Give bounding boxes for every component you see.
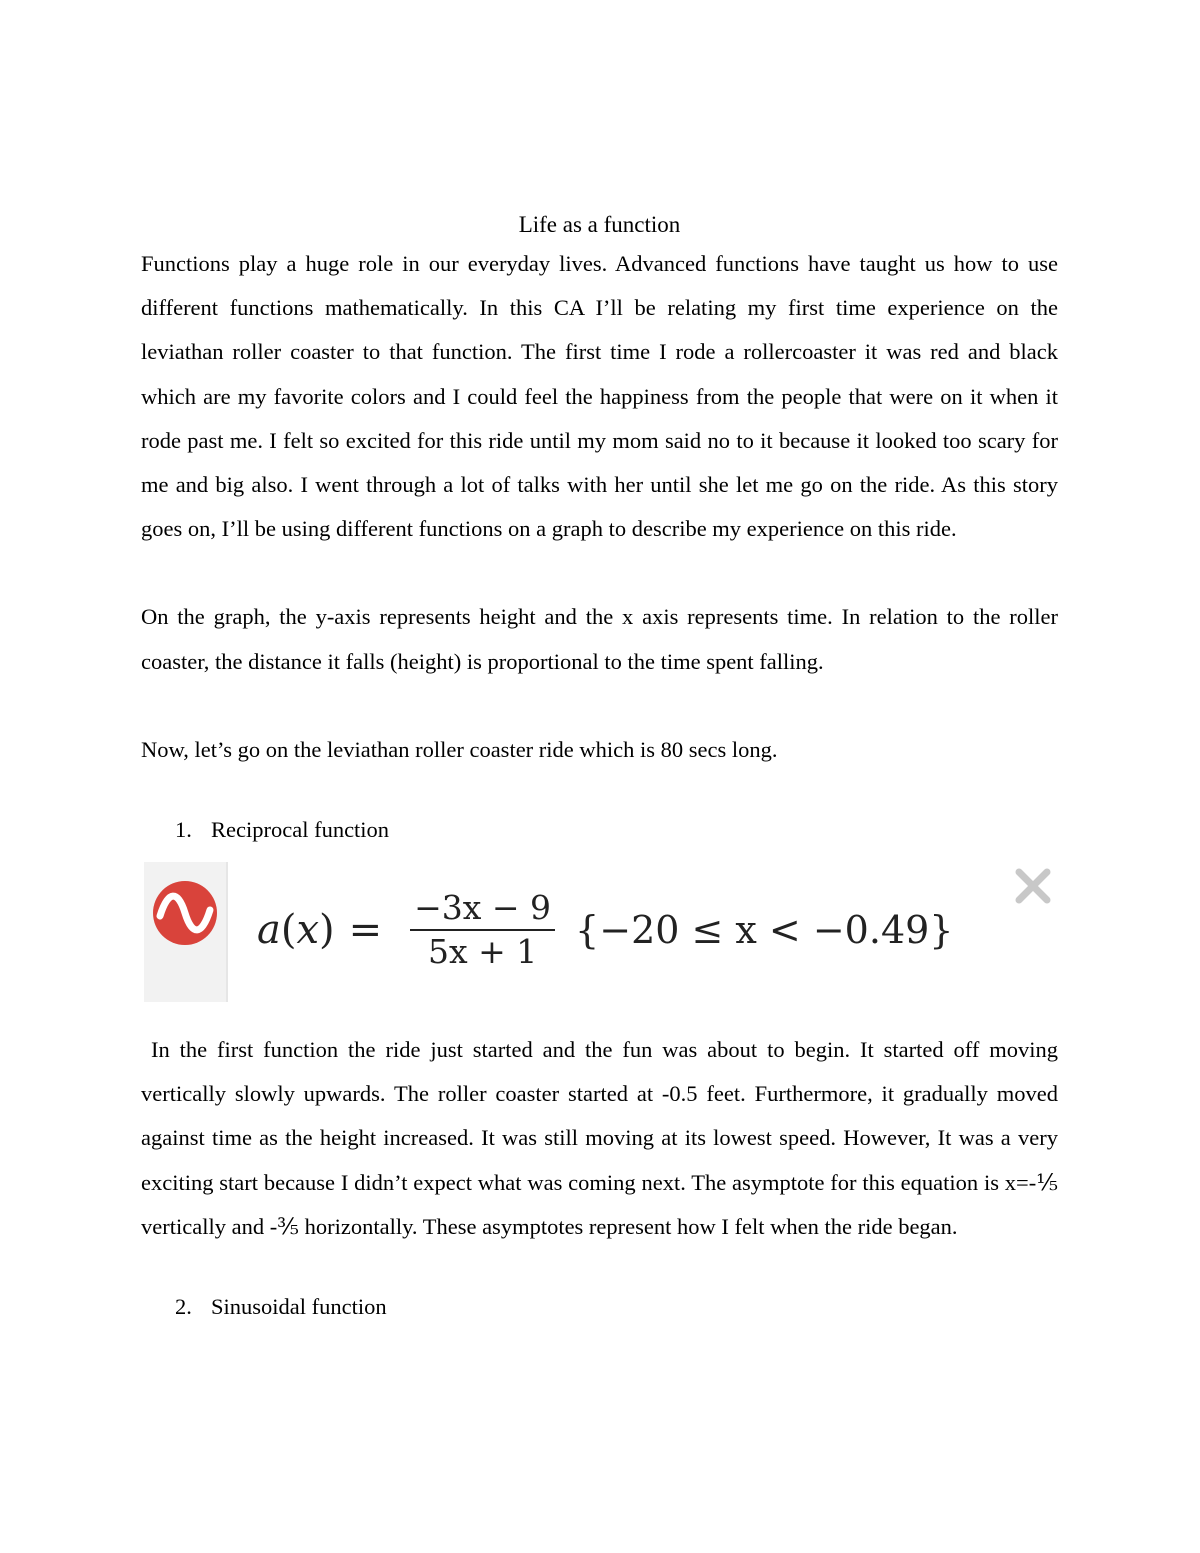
paren-close: ): [319, 907, 335, 954]
section-heading-reciprocal: [141, 814, 1058, 846]
graph-paragraph: On the graph, the y-axis represents height and the x axis represents time. In relation to the roller coaster, the distance it falls (height) is proportional to the time spent falling.: [141, 604, 1058, 674]
function-argument: x: [296, 907, 320, 954]
spacer: [141, 684, 1058, 728]
function-name: a: [257, 907, 281, 954]
reciprocal-paragraph: In the first function the ride just started and the fun was about to begin. It started off moving vertically slowly upwards. The roller coaster started at -0.5 feet. Furthermore, it gradually moved against time as the height increased. It was still moving at its lowest speed. However, It was a very exciting start because I didn’t expect what was coming next. The asymptote for this equation is x=-⅕ vertically and -⅗ horizontally. These asymptotes represent how I felt when the ride began.: [141, 1037, 1058, 1239]
section-number: 2.: [175, 1294, 192, 1320]
paren-open: (: [280, 907, 297, 954]
domain-restriction: {−20 ≤ x < −0.49}: [575, 908, 954, 953]
document-title: Life as a function: [518, 212, 681, 237]
section-heading-text: Reciprocal function: [211, 817, 390, 843]
section-heading-text: Sinusoidal function: [211, 1294, 387, 1320]
equals-sign: =: [348, 907, 383, 954]
document-page: [141, 208, 1058, 1323]
section-number: 1.: [175, 817, 192, 843]
section-heading-sinusoidal: [141, 1291, 1058, 1323]
fraction: [410, 889, 555, 971]
equation-formula: [257, 880, 953, 980]
spacer: [141, 772, 1058, 814]
equation-screenshot: [141, 862, 1058, 1002]
spacer: [141, 1249, 1058, 1291]
spacer: [141, 551, 1058, 595]
intro-paragraph: Functions play a huge role in our everyday lives. Advanced functions have taught us how to use different functions mathematically. In this CA I’ll be relating my first time experience on the leviathan roller coaster to that function. The first time I rode a rollercoaster it was red and black which are my favorite colors and I could feel the happiness from the people that were on it when it rode past me. I felt so excited for this ride until my mom said no to it because it looked too scary for me and big also. I went through a lot of talks with her until she let me go on the ride. As this story goes on, I’ll be using different functions on a graph to describe my experience on this ride.: [141, 251, 1058, 542]
close-icon[interactable]: [1011, 864, 1055, 908]
equation-sidebar: [144, 862, 228, 1002]
ride-paragraph: Now, let’s go on the leviathan roller coaster ride which is 80 secs long.: [141, 736, 778, 762]
fraction-numerator: −3x − 9: [410, 889, 555, 931]
desmos-wave-icon: [152, 880, 218, 946]
fraction-denominator: 5x + 1: [427, 932, 538, 972]
